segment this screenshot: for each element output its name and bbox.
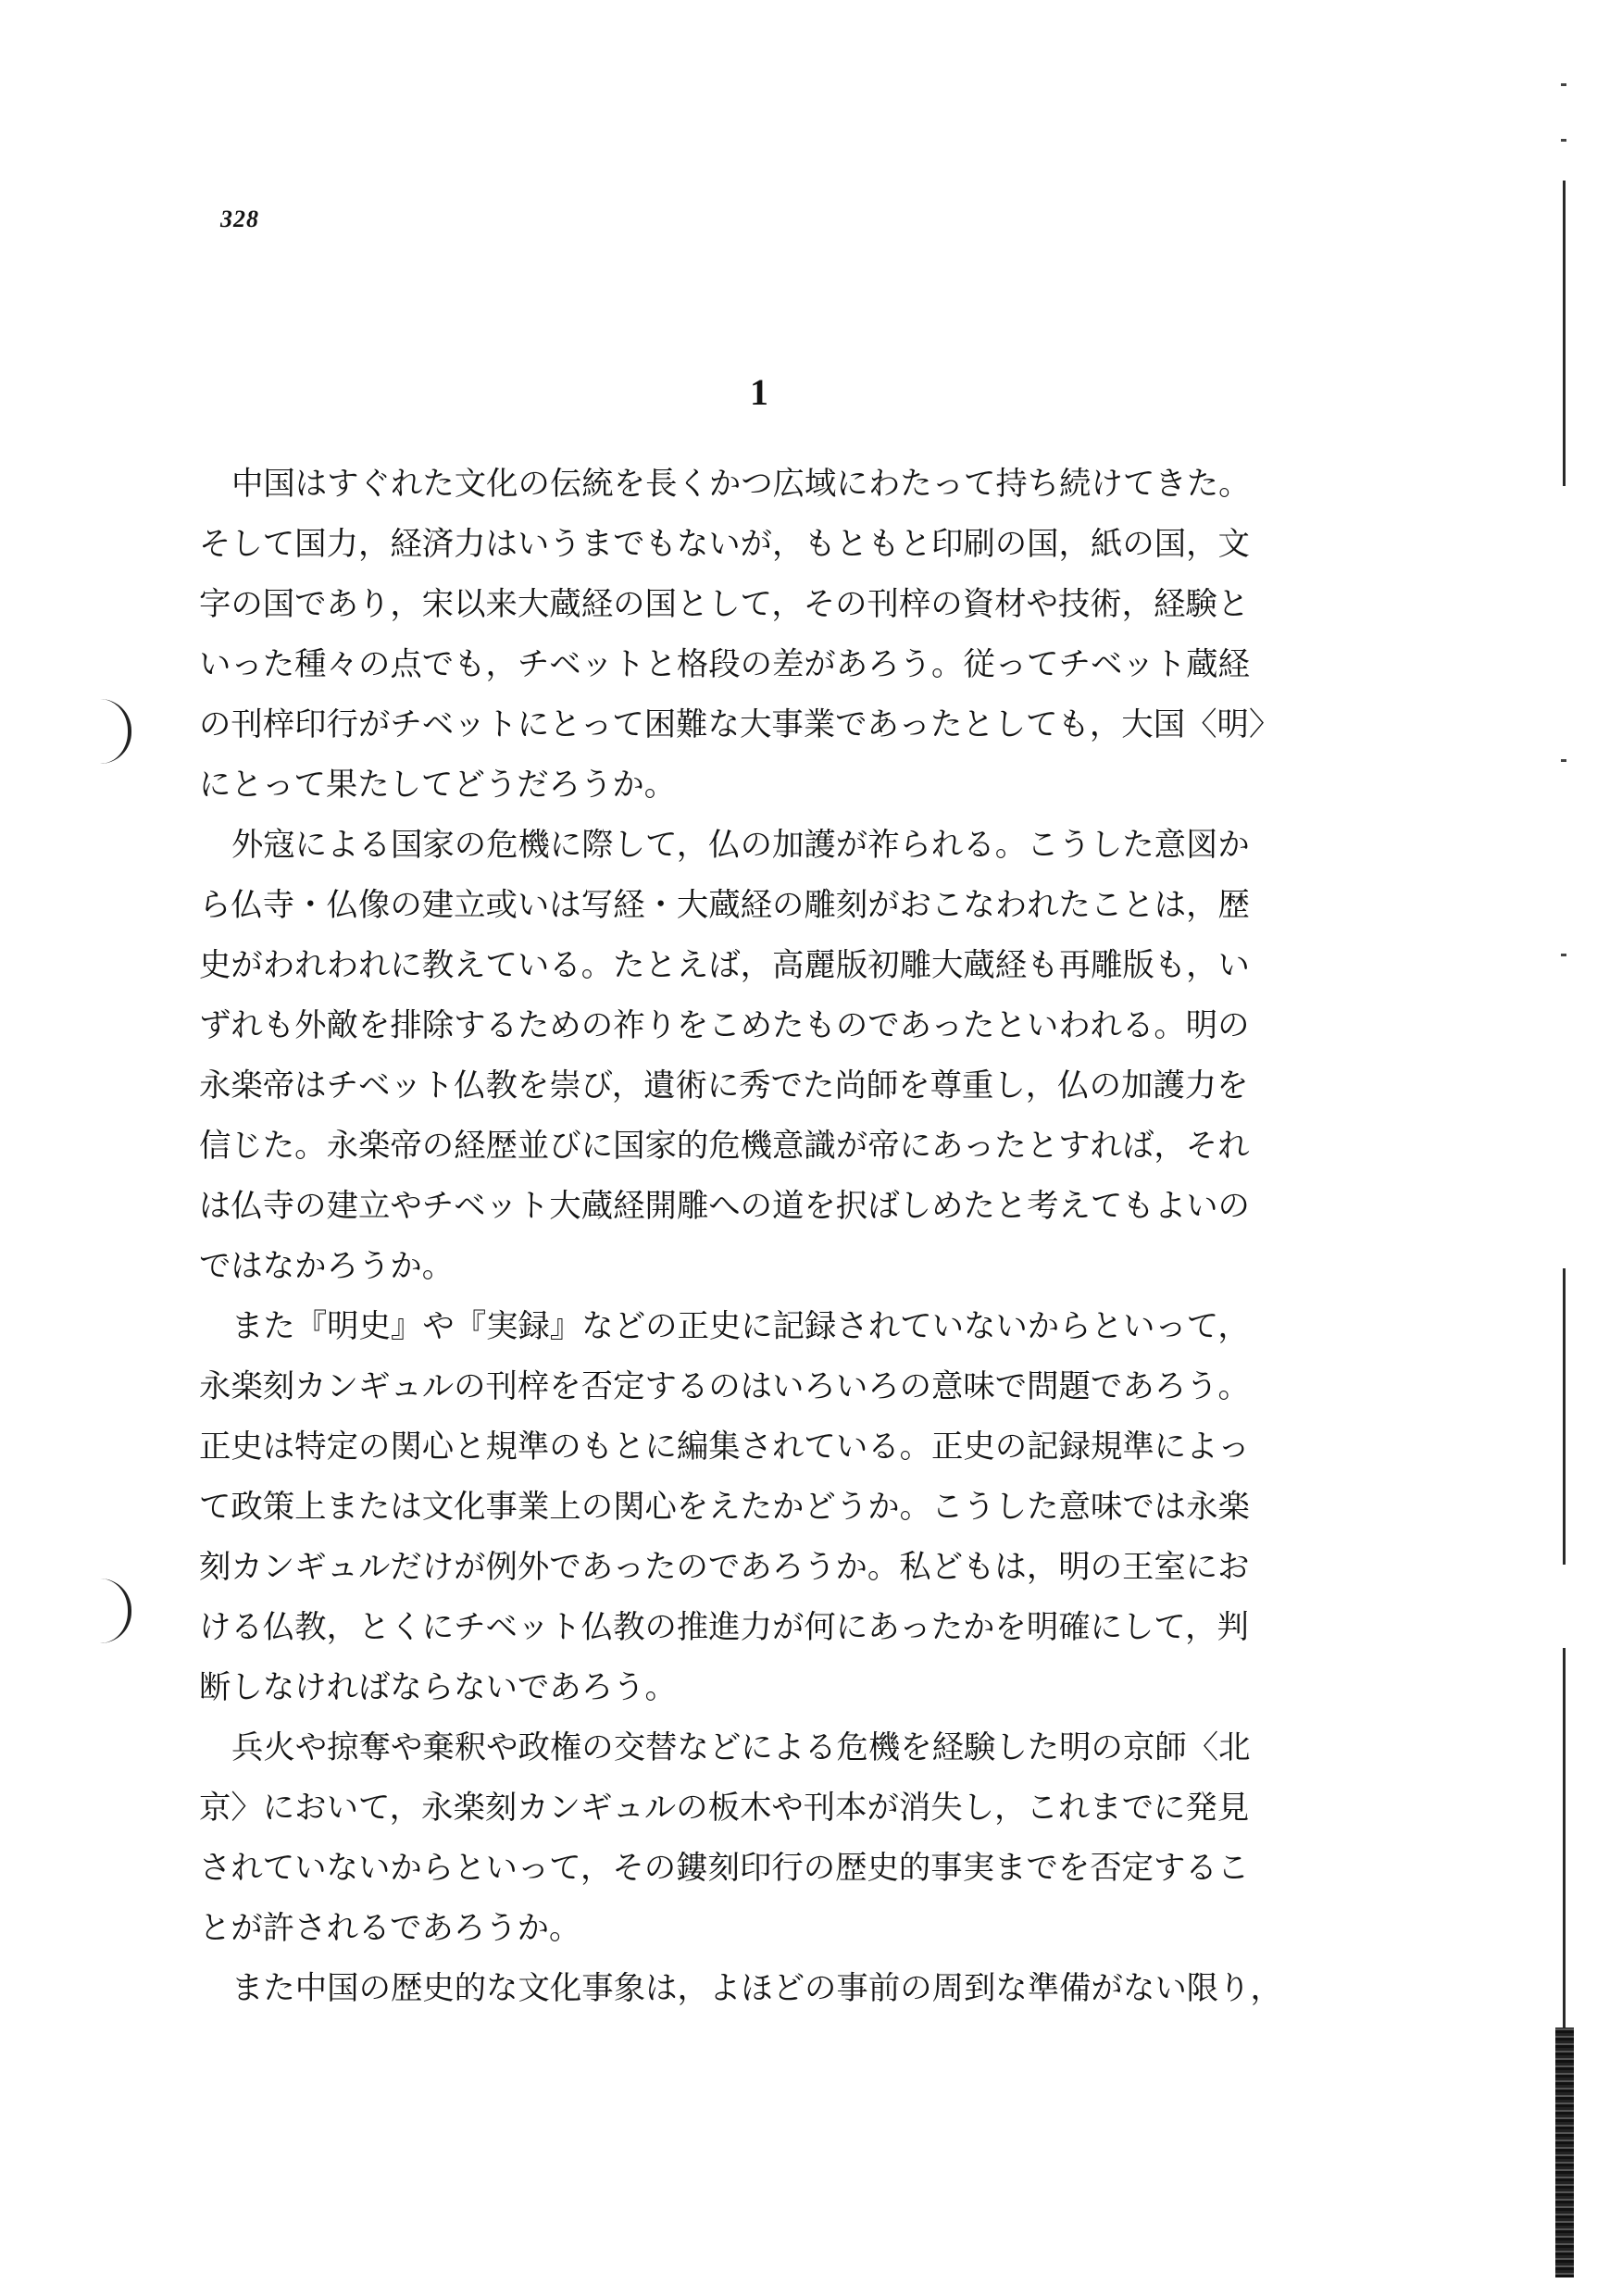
text-line: て政策上または文化事業上の関心をえたかどうか。こうした意味では永楽 [199, 1489, 1250, 1526]
binding-mark [100, 699, 131, 764]
text-line: 外寇による国家の危機に際して，仏の加護が祚られる。こうした意図か [231, 827, 1250, 864]
text-line: ずれも外敵を排除するための祚りをこめたものであったといわれる。明の [199, 1007, 1250, 1044]
edge-noise [1555, 2028, 1574, 2277]
text-line: ける仏教，とくにチベット仏教の推進力が何にあったかを明確にして，判 [199, 1609, 1249, 1646]
text-line: 中国はすぐれた文化の伝統を長くかつ広域にわたって持ち続けてきた。 [231, 466, 1251, 503]
edge-rule [1563, 181, 1566, 486]
edge-speck [1561, 83, 1566, 86]
text-line: 断しなければならないであろう。 [199, 1669, 677, 1706]
text-line: いった種々の点でも，チベットと格段の差があろう。従ってチベット蔵経 [199, 646, 1250, 683]
text-line: の刊梓印行がチベットにとって困難な大事業であったとしても，大国〈明〉 [199, 706, 1281, 743]
text-line: 兵火や掠奪や棄釈や政権の交替などによる危機を経験した明の京師〈北 [231, 1729, 1251, 1766]
text-line: 京〉において，永楽刻カンギュルの板木や刊本が消失し，これまでに発見 [199, 1790, 1250, 1827]
edge-rule [1563, 1648, 1566, 2028]
edge-speck [1561, 139, 1566, 142]
text-line: 正史は特定の関心と規準のもとに編集されている。正史の記録規準によっ [199, 1429, 1250, 1466]
edge-speck [1561, 759, 1566, 762]
edge-speck [1561, 954, 1566, 956]
text-line: 刻カンギュルだけが例外であったのであろうか。私どもは，明の王室にお [199, 1549, 1250, 1586]
edge-rule [1563, 1268, 1566, 1565]
text-line: とが許されるであろうか。 [199, 1910, 581, 1947]
text-line: 史がわれわれに教えている。たとえば，高麗版初雕大蔵経も再雕版も，い [199, 947, 1250, 984]
text-line: されていないからといって，その鏤刻印行の歴史的事実までを否定するこ [199, 1850, 1250, 1887]
text-line: 永楽刻カンギュルの刊梓を否定するのはいろいろの意味で問題であろう。 [199, 1368, 1250, 1405]
text-line: 字の国であり，宋以来大蔵経の国として，その刊梓の資材や技術，経験と [199, 586, 1250, 623]
text-line: ら仏寺・仏像の建立或いは写経・大蔵経の雕刻がおこなわれたことは，歴 [199, 887, 1250, 924]
text-line: は仏寺の建立やチベット大蔵経開雕への道を択ばしめたと考えてもよいの [199, 1188, 1250, 1225]
text-line: にとって果たしてどうだろうか。 [199, 767, 677, 804]
text-line: ではなかろうか。 [199, 1248, 455, 1285]
text-line: 信じた。永楽帝の経歴並びに国家的危機意識が帝にあったとすれば，それ [199, 1128, 1250, 1165]
binding-mark [100, 1578, 131, 1643]
text-line: また『明史』や『実録』などの正史に記録されていないからといって， [231, 1308, 1250, 1345]
text-line: また中国の歴史的な文化事象は，よほどの事前の周到な準備がない限り， [231, 1970, 1282, 2007]
section-number: 1 [750, 371, 768, 413]
text-line: 永楽帝はチベット仏教を崇び，遺術に秀でた尚師を尊重し，仏の加護力を [199, 1067, 1249, 1104]
text-line: そして国力，経済力はいうまでもないが，もともと印刷の国，紙の国，文 [199, 526, 1250, 563]
page-number: 328 [220, 206, 259, 232]
